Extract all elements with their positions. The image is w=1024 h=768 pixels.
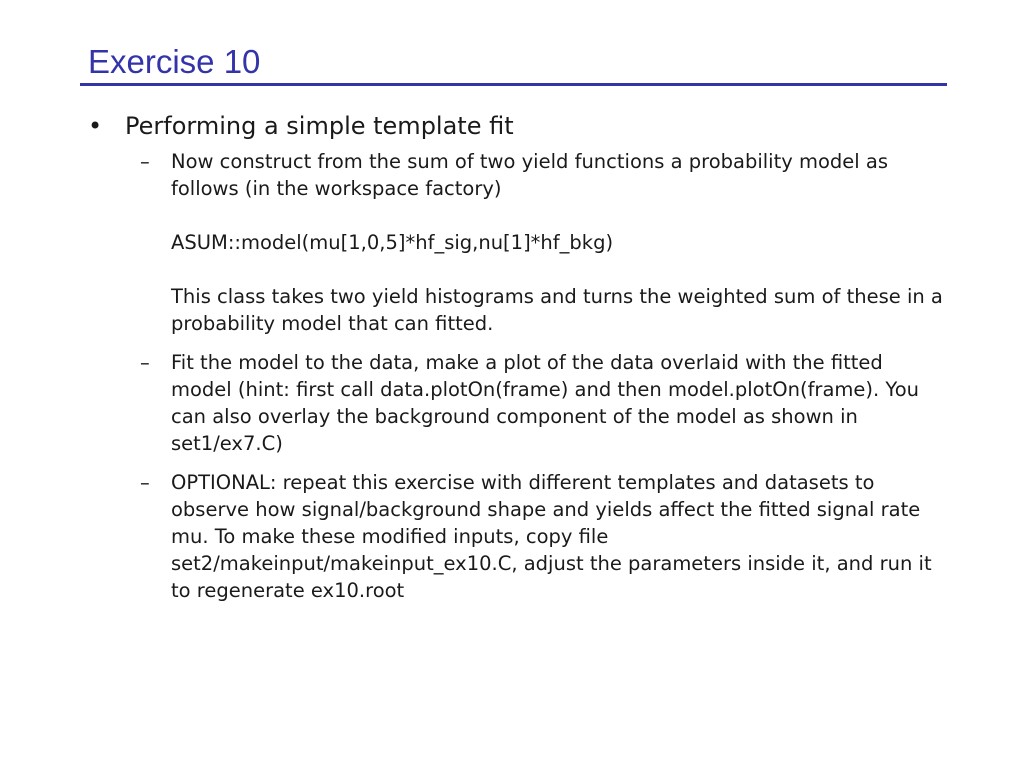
dash-mark: –	[140, 150, 150, 173]
main-bullet-text: Performing a simple template fit	[125, 112, 514, 140]
sub-bullet-optional	[88, 469, 948, 604]
dash-mark: –	[140, 471, 150, 494]
sub-bullet-model	[88, 148, 948, 337]
sub-bullet-fit	[88, 349, 948, 457]
bullet-mark: •	[88, 112, 103, 140]
sub-bullet-list	[88, 148, 948, 604]
slide-body	[88, 108, 948, 616]
fit-instruction-text: Fit the model to the data, make a plot of the data overlaid with the fitted model (hint: first call data.plotOn(frame) and then model.plotOn(frame). You can also overlay the background component of the model as shown in set1/ex7.C)	[171, 351, 920, 455]
slide-title: Exercise 10	[88, 43, 261, 80]
model-explanation-text: This class takes two yield histograms and turns the weighted sum of these in a probability model that can fitted.	[171, 285, 943, 335]
dash-mark: –	[140, 351, 150, 374]
model-code-text: ASUM::model(mu[1,0,5]*hf_sig,nu[1]*hf_bkg)	[171, 231, 614, 254]
model-instruction-text: Now construct from the sum of two yield functions a probability model as follows (in the workspace factory)	[171, 150, 889, 200]
main-bullet	[88, 108, 948, 144]
title-divider	[80, 83, 947, 86]
optional-instruction-text: OPTIONAL: repeat this exercise with different templates and datasets to observe how signal/background shape and yields affect the fitted signal rate mu. To make these modified inputs, copy file set2/makeinput/makeinput_ex10.C, adjust the parameters inside it, and run it to regenerate ex10.root	[171, 471, 932, 602]
